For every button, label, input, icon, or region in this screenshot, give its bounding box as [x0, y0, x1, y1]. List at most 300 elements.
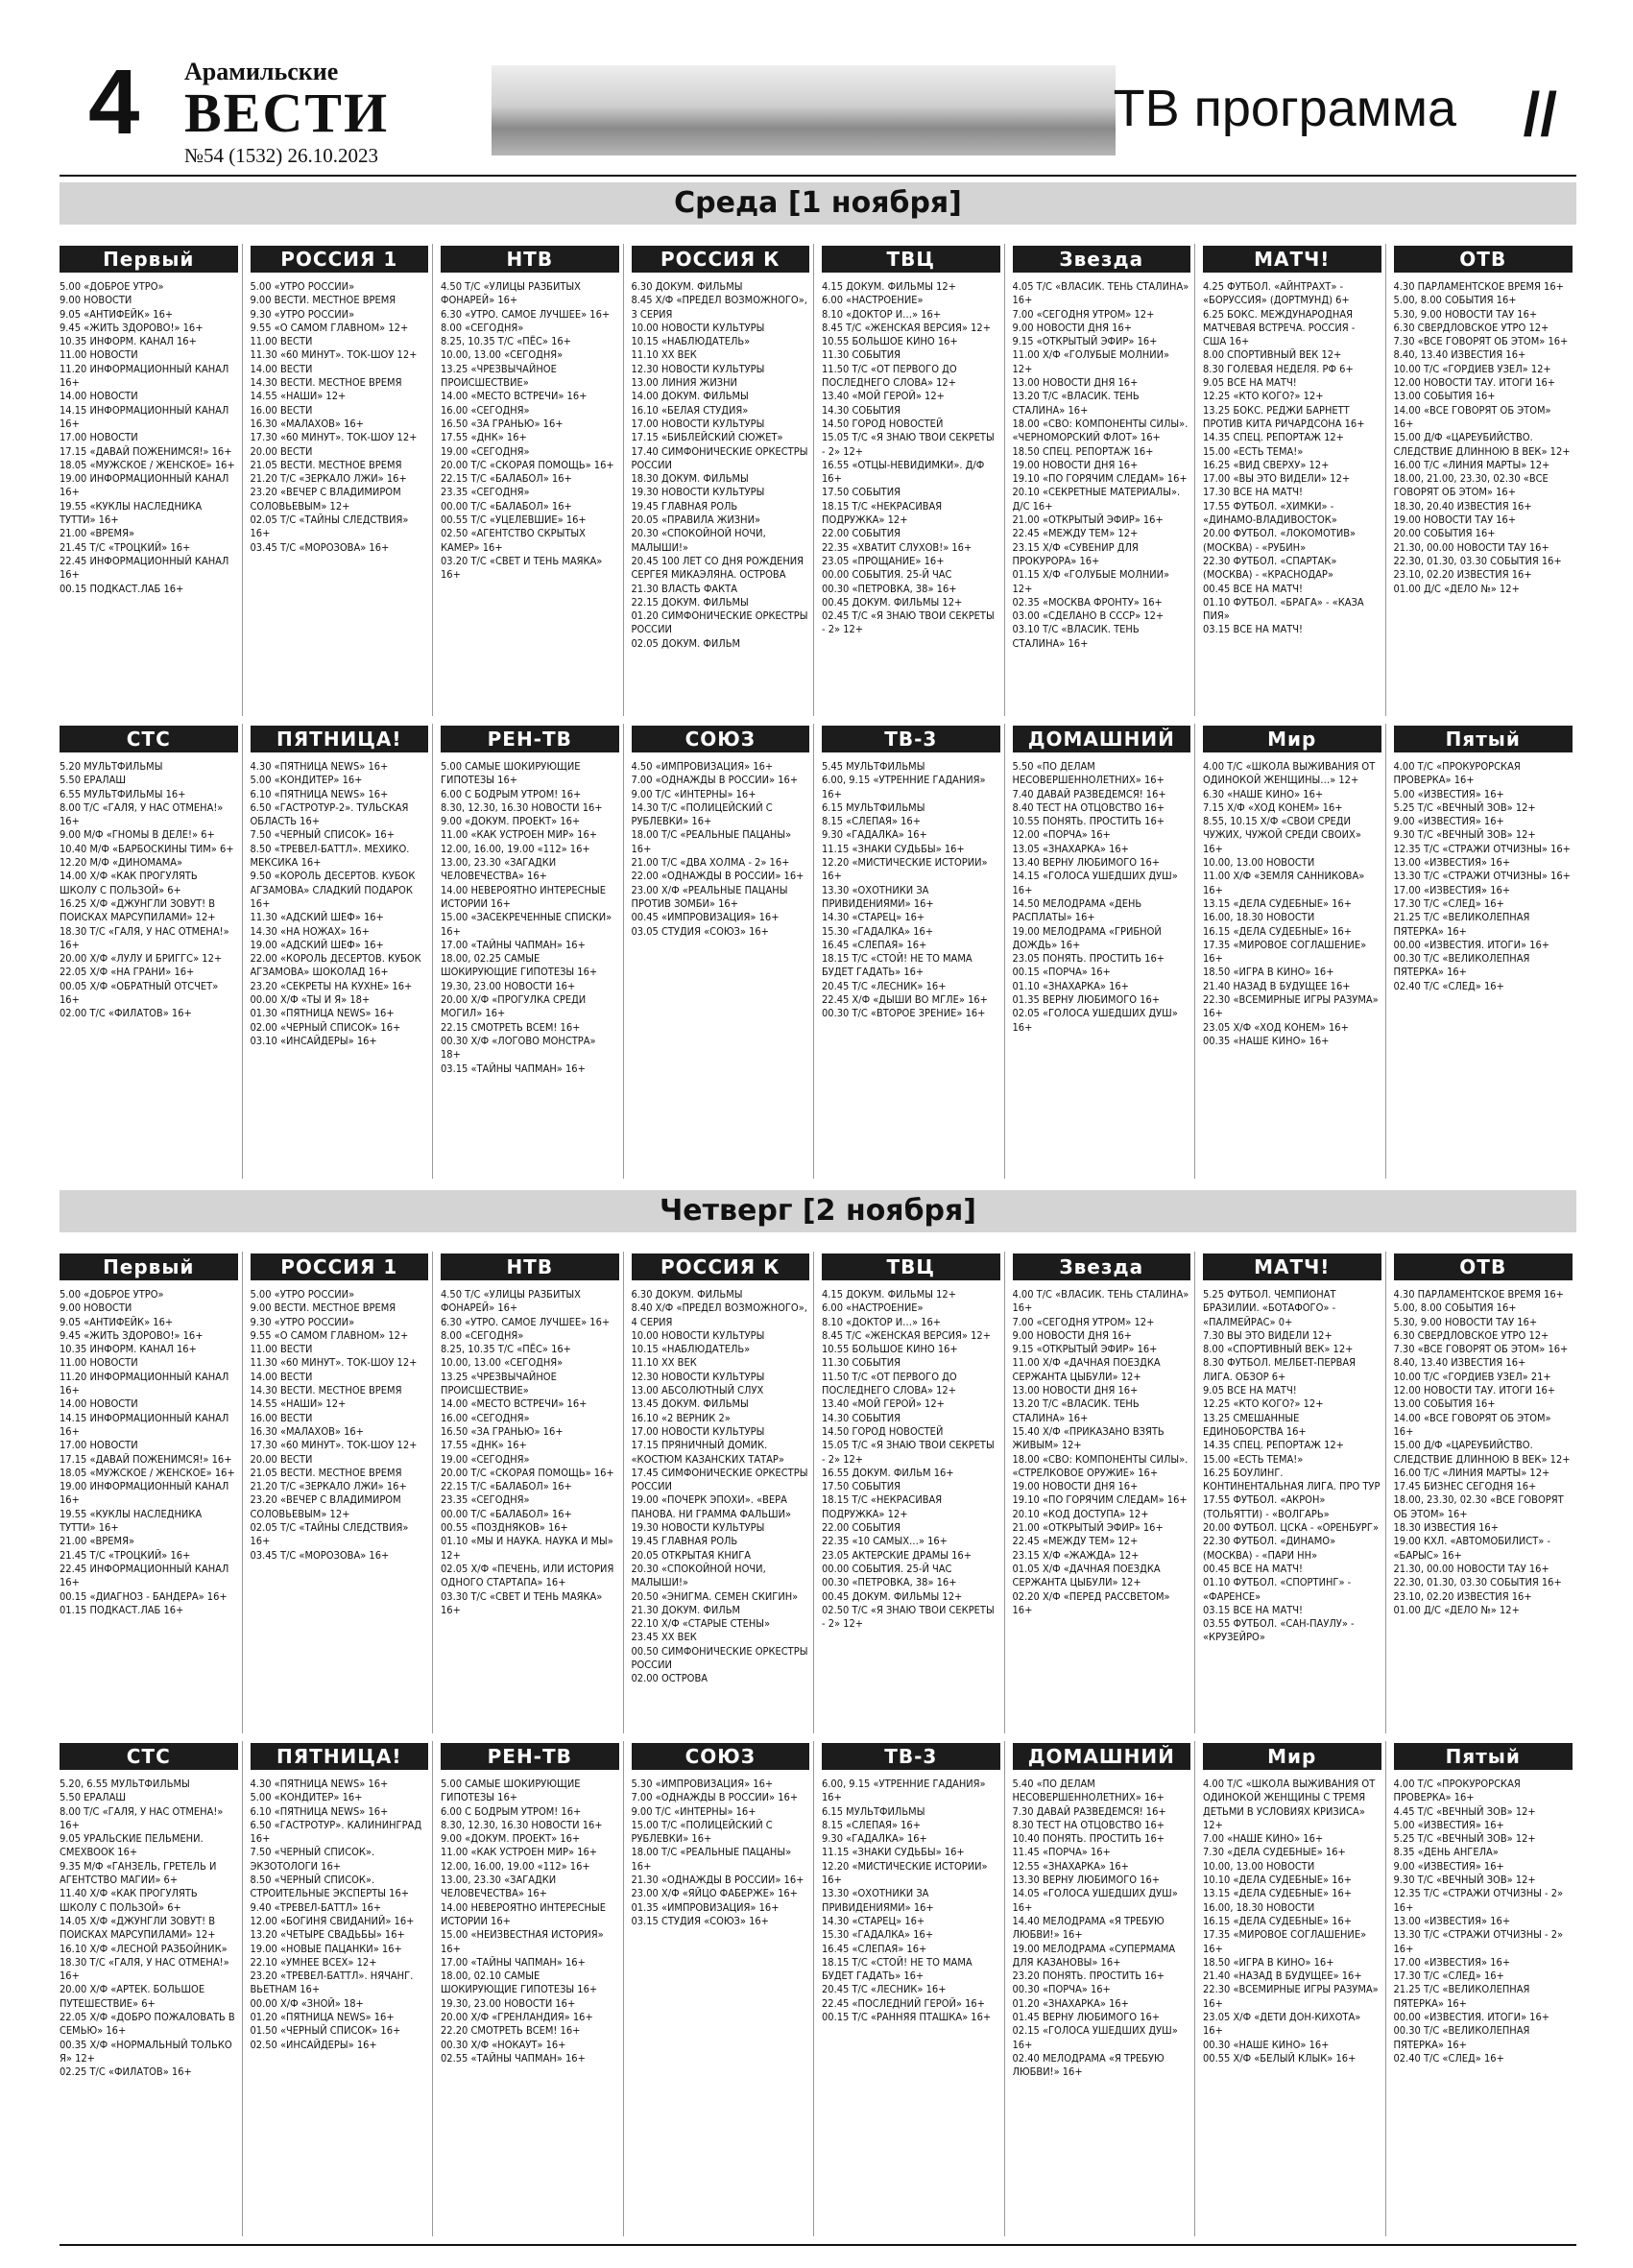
program-list [1013, 1778, 1191, 2080]
program-item: 17.00 «ТАЙНЫ ЧАПМАН» 16+ [441, 938, 586, 951]
program-item: 18.50 «ИГРА В КИНО» 16+ [1203, 966, 1334, 979]
program-item: 22.15 СМОТРЕТЬ ВСЕМ! 16+ [441, 1020, 581, 1034]
program-item: 02.05 Х/Ф «ПЕЧЕНЬ, ИЛИ ИСТОРИЯ ОДНОГО СТАРТАПА» 16+ [441, 1562, 614, 1589]
program-item: 22.30, 01.30, 03.30 СОБЫТИЯ 16+ [1393, 554, 1562, 567]
program-list [251, 1288, 429, 1563]
program-list [60, 760, 238, 1021]
program-item: 02.15 «ГОЛОСА УШЕДШИХ ДУШ» 16+ [1012, 2024, 1178, 2051]
program-item: 01.15 Х/Ф «ГОЛУБЫЕ МОЛНИИ» 12+ [1012, 568, 1170, 595]
channel-column [1013, 1741, 1196, 2236]
program-item: 9.45 «ЖИТЬ ЗДОРОВО!» 16+ [60, 321, 204, 334]
program-item: 9.40 «ТРЕВЕЛ-БАТТЛ» 16+ [250, 1900, 382, 1914]
program-item: 5.50 ЕРАЛАШ [60, 1791, 126, 1804]
program-item: 13.40 «МОЙ ГЕРОЙ» 12+ [822, 1397, 945, 1411]
program-item: 8.45 Х/Ф «ПРЕДЕЛ ВОЗМОЖНОГО», 3 СЕРИЯ [631, 294, 807, 321]
program-item: 12.30 НОВОСТИ КУЛЬТУРЫ [631, 362, 765, 375]
program-item: 21.00 «ВРЕМЯ» [60, 527, 134, 540]
program-item: 6.30 «УТРО. САМОЕ ЛУЧШЕЕ» 16+ [441, 1315, 611, 1328]
program-item: 23.10, 02.20 ИЗВЕСТИЯ 16+ [1393, 568, 1532, 582]
program-item: 02.50 Т/С «Я ЗНАЮ ТВОИ СЕКРЕТЫ - 2» 12+ [822, 1603, 995, 1631]
section-title: ТВ программа [1113, 80, 1456, 137]
program-item: 12.35 Т/С «СТРАЖИ ОТЧИЗНЫ» 16+ [1393, 842, 1571, 855]
program-item: 16.55 «ОТЦЫ-НЕВИДИМКИ». Д/Ф 16+ [822, 458, 985, 486]
channel-logo: Пятый [1394, 726, 1573, 752]
program-item: 13.05 «ЗНАХАРКА» 16+ [1012, 842, 1129, 855]
program-item: 6.00 «НАСТРОЕНИЕ» [822, 1301, 924, 1315]
program-item: 23.20 «СЕКРЕТЫ НА КУХНЕ» 16+ [250, 979, 413, 992]
program-item: 21.30, 00.00 НОВОСТИ ТАУ 16+ [1393, 1562, 1549, 1575]
channel-logo: МАТЧ! [1203, 1253, 1381, 1280]
program-item: 00.30 Т/С «ВЕЛИКОЛЕПНАЯ ПЯТЕРКА» 16+ [1393, 2024, 1530, 2051]
program-item: 23.20 «ТРЕВЕЛ-БАТТЛ». НЯЧАНГ. ВЬЕТНАМ 16+ [250, 1970, 414, 1996]
program-item: 02.40 Т/С «СЛЕД» 16+ [1393, 2051, 1504, 2065]
program-item: 12.00 НОВОСТИ ТАУ. ИТОГИ 16+ [1393, 1384, 1556, 1397]
program-item: 16.30 «МАЛАХОВ» 16+ [250, 417, 364, 430]
program-item: 22.35 «10 САМЫХ…» 16+ [822, 1535, 948, 1548]
program-item: 21.05 ВЕСТИ. МЕСТНОЕ ВРЕМЯ [250, 458, 402, 471]
program-item: 4.45 Т/С «ВЕЧНЫЙ ЗОВ» 12+ [1393, 1804, 1536, 1818]
program-item: 19.30, 23.00 НОВОСТИ 16+ [441, 1996, 576, 2010]
program-item: 14.30 ВЕСТИ. МЕСТНОЕ ВРЕМЯ [250, 376, 402, 390]
program-item: 12.20 «МИСТИЧЕСКИЕ ИСТОРИИ» 16+ [822, 856, 988, 883]
program-item: 13.00 СОБЫТИЯ 16+ [1393, 1397, 1496, 1411]
program-item: 5.00 «ДОБРОЕ УТРО» [60, 280, 164, 293]
program-item: 18.30 Т/С «ГАЛЯ, У НАС ОТМЕНА!» 16+ [60, 1955, 229, 1983]
program-item: 18.00 «СВО: КОМПОНЕНТЫ СИЛЫ». «СТРЕЛКОВОЕ ОРУЖИЕ» 16+ [1012, 1452, 1189, 1479]
program-item: 6.15 МУЛЬТФИЛЬМЫ [822, 1804, 925, 1818]
program-item: 19.30 НОВОСТИ КУЛЬТУРЫ [631, 486, 765, 499]
program-item: 8.40, 13.40 ИЗВЕСТИЯ 16+ [1393, 1356, 1526, 1370]
program-item: 6.30 ДОКУМ. ФИЛЬМЫ [631, 280, 743, 293]
program-item: 20.00 Т/С «СКОРАЯ ПОМОЩЬ» 16+ [441, 458, 614, 471]
program-item: 14.15 ИНФОРМАЦИОННЫЙ КАНАЛ 16+ [60, 1411, 229, 1438]
program-item: 14.30 Т/С «ПОЛИЦЕЙСКИЙ С РУБЛЕВКИ» 16+ [631, 800, 773, 828]
program-item: 03.15 ВСЕ НА МАТЧ! [1203, 623, 1304, 636]
program-item: 01.30 «ПЯТНИЦА NEWS» 16+ [250, 1007, 395, 1020]
program-item: 10.10 «ДЕЛА СУДЕБНЫЕ» 16+ [1203, 1874, 1353, 1887]
program-item: 14.30 «СТАРЕЦ» 16+ [822, 1914, 925, 1927]
channel-logo: ОТВ [1394, 246, 1573, 273]
program-item: 02.35 «МОСКВА ФРОНТУ» 16+ [1012, 595, 1163, 609]
program-list [251, 1778, 429, 2052]
program-item: 17.00 НОВОСТИ [60, 431, 138, 444]
program-item: 02.00 «ЧЕРНЫЙ СПИСОК» 16+ [250, 1020, 401, 1034]
program-item: 22.05 Х/Ф «ДОБРО ПОЖАЛОВАТЬ В СЕМЬЮ» 16+ [60, 2011, 235, 2038]
program-list [1394, 280, 1573, 596]
program-item: 23.35 «СЕГОДНЯ» [441, 486, 530, 499]
program-item: 9.15 «ОТКРЫТЫЙ ЭФИР» 16+ [1012, 1343, 1158, 1356]
program-item: 22.00 «КОРОЛЬ ДЕСЕРТОВ. КУБОК АГЗАМОВА» ШОКОЛАД 16+ [250, 952, 421, 979]
program-item: 18.00, 23.30, 02.30 «ВСЕ ГОВОРЯТ ОБ ЭТОМ» 16+ [1393, 1493, 1564, 1520]
program-item: 5.50 «ПО ДЕЛАМ НЕСОВЕРШЕННОЛЕТНИХ» 16+ [1012, 760, 1165, 787]
channel-column [60, 1741, 243, 2236]
program-item: 15.00 «ЕСТЬ ТЕМА!» [1203, 1452, 1304, 1466]
program-item: 12.35 Т/С «СТРАЖИ ОТЧИЗНЫ - 2» 16+ [1393, 1887, 1564, 1914]
program-item: 23.10, 02.20 ИЗВЕСТИЯ 16+ [1393, 1589, 1532, 1603]
program-item: 4.30 «ПЯТНИЦА NEWS» 16+ [250, 1778, 389, 1790]
program-item: 6.00 С БОДРЫМ УТРОМ! 16+ [441, 1804, 582, 1818]
program-item: 23.15 Х/Ф «ЖАЖДА» 12+ [1012, 1548, 1140, 1562]
program-item: 13.30 Т/С «СТРАЖИ ОТЧИЗНЫ» 16+ [1393, 870, 1571, 883]
program-item: 9.00 ВЕСТИ. МЕСТНОЕ ВРЕМЯ [250, 294, 396, 307]
program-item: 14.00 «ВСЕ ГОВОРЯТ ОБ ЭТОМ» 16+ [1393, 403, 1551, 430]
program-item: 16.10 Х/Ф «ЛЕСНОЙ РАЗБОЙНИК» [60, 1942, 228, 1955]
program-item: 21.20 Т/С «ЗЕРКАЛО ЛЖИ» 16+ [250, 472, 407, 486]
program-item: 15.30 «ГАДАЛКА» 16+ [822, 924, 934, 938]
program-list [632, 280, 810, 651]
program-list [441, 760, 619, 1076]
program-item: 00.05 Х/Ф «ОБРАТНЫЙ ОТСЧЕТ» 16+ [60, 979, 219, 1007]
program-item: 22.45 Х/Ф «ДЫШИ ВО МГЛЕ» 16+ [822, 993, 988, 1007]
program-item: 10.00 Т/С «ГОРДИЕВ УЗЕЛ» 21+ [1393, 1370, 1551, 1383]
program-item: 4.15 ДОКУМ. ФИЛЬМЫ 12+ [822, 1288, 957, 1301]
program-item: 11.00 ВЕСТИ [250, 1343, 313, 1356]
program-list [60, 1288, 238, 1617]
program-list [1203, 1288, 1381, 1645]
channel-grid-lower [60, 724, 1576, 1179]
program-item: 7.00 «СЕГОДНЯ УТРОМ» 12+ [1012, 307, 1155, 321]
program-item: 11.15 «ЗНАКИ СУДЬБЫ» 16+ [822, 842, 965, 855]
program-item: 01.00 Д/С «ДЕЛО №» 12+ [1393, 582, 1520, 595]
program-item: 00.35 Х/Ф «НОРМАЛЬНЫЙ ТОЛЬКО Я» 12+ [60, 2038, 232, 2065]
program-item: 22.00 «ОДНАЖДЫ В РОССИИ» 16+ [631, 870, 804, 883]
channel-column [1013, 244, 1196, 716]
program-item: 03.15 СТУДИЯ «СОЮЗ» 16+ [631, 1914, 769, 1927]
channel-logo: ТВ-3 [822, 1743, 1000, 1770]
program-item: 00.30 «ПЕТРОВКА, 38» 16+ [822, 1576, 957, 1589]
program-list [1203, 280, 1381, 637]
program-item: 10.00 НОВОСТИ КУЛЬТУРЫ [631, 321, 765, 334]
program-item: 00.30 «ПЕТРОВКА, 38» 16+ [822, 582, 957, 595]
program-item: 14.30 СОБЫТИЯ [822, 1411, 901, 1424]
program-list [60, 280, 238, 596]
program-item: 16.25 Х/Ф «ДЖУНГЛИ ЗОВУТ! В ПОИСКАХ МАРСУПИЛАМИ» 12+ [60, 896, 216, 924]
program-item: 17.45 СИМФОНИЧЕСКИЕ ОРКЕСТРЫ РОССИИ [631, 1466, 808, 1493]
program-item: 12.20 М/Ф «ДИНОМАМА» [60, 856, 183, 870]
program-item: 8.15 «СЛЕПАЯ» 16+ [822, 1818, 921, 1831]
program-item: 19.55 «КУКЛЫ НАСЛЕДНИКА ТУТТИ» 16+ [60, 1507, 203, 1535]
program-item: 13.30 «ОХОТНИКИ ЗА ПРИВИДЕНИЯМИ» 16+ [822, 1887, 934, 1914]
program-item: 13.15 «ДЕЛА СУДЕБНЫЕ» 16+ [1203, 896, 1353, 910]
program-item: 7.30 «ДЕЛА СУДЕБНЫЕ» 16+ [1203, 1846, 1346, 1859]
program-item: 21.05 ВЕСТИ. МЕСТНОЕ ВРЕМЯ [250, 1466, 402, 1479]
program-item: 16.00, 18.30 НОВОСТИ [1203, 911, 1315, 924]
program-item: 11.00 «КАК УСТРОЕН МИР» 16+ [441, 1846, 598, 1859]
program-item: 15.00 Д/Ф «ЦАРЕУБИЙСТВО. СЛЕДСТВИЕ ДЛИННОЮ В ВЕК» 12+ [1393, 1439, 1571, 1466]
program-item: 6.10 «ПЯТНИЦА NEWS» 16+ [250, 1804, 389, 1818]
program-item: 9.00 М/Ф «ГНОМЫ В ДЕЛЕ!» 6+ [60, 828, 215, 842]
program-list [822, 1288, 1000, 1631]
program-item: 5.00 «УТРО РОССИИ» [250, 1288, 355, 1301]
channel-column [822, 1741, 1005, 2236]
program-item: 11.30 «АДСКИЙ ШЕФ» 16+ [250, 911, 384, 924]
program-item: 22.45 ИНФОРМАЦИОННЫЙ КАНАЛ 16+ [60, 1562, 229, 1589]
program-item: 17.35 «МИРОВОЕ СОГЛАШЕНИЕ» 16+ [1203, 1928, 1367, 1955]
program-item: 14.00 НЕВЕРОЯТНО ИНТЕРЕСНЫЕ ИСТОРИИ 16+ [441, 1900, 606, 1927]
program-item: 22.45 «ПОСЛЕДНИЙ ГЕРОЙ» 16+ [822, 1996, 986, 2010]
program-list [632, 760, 810, 939]
program-list [1394, 1778, 1573, 2065]
program-item: 00.00 СОБЫТИЯ. 25-Й ЧАС [822, 568, 952, 582]
channel-logo: НТВ [441, 246, 619, 273]
program-item: 10.15 «НАБЛЮДАТЕЛЬ» [631, 1343, 751, 1356]
program-item: 21.45 Т/С «ТРОЦКИЙ» 16+ [60, 540, 191, 554]
program-item: 02.00 ОСТРОВА [631, 1672, 708, 1685]
program-item: 13.25 «ЧРЕЗВЫЧАЙНОЕ ПРОИСШЕСТВИЕ» [441, 1370, 557, 1397]
channel-logo: ДОМАШНИЙ [1013, 726, 1191, 752]
program-item: 20.00 Х/Ф «ПРОГУЛКА СРЕДИ МОГИЛ» 16+ [441, 993, 587, 1020]
footer-rule [60, 2244, 1576, 2246]
program-item: 13.30 Т/С «СТРАЖИ ОТЧИЗНЫ - 2» 16+ [1393, 1928, 1564, 1955]
program-item: 03.15 «ТАЙНЫ ЧАПМАН» 16+ [441, 1062, 586, 1075]
program-item: 17.00 «ИЗВЕСТИЯ» 16+ [1393, 1955, 1511, 1969]
program-item: 8.55, 10.15 Х/Ф «СВОИ СРЕДИ ЧУЖИХ, ЧУЖОЙ СРЕДИ СВОИХ» 16+ [1203, 815, 1361, 855]
program-item: 18.50 «ИГРА В КИНО» 16+ [1203, 1955, 1334, 1969]
program-item: 00.45 ДОКУМ. ФИЛЬМЫ 12+ [822, 1589, 963, 1603]
channel-logo: ДОМАШНИЙ [1013, 1743, 1191, 1770]
program-item: 17.15 «ДАВАЙ ПОЖЕНИМСЯ!» 16+ [60, 1452, 232, 1466]
program-item: 21.40 «НАЗАД В БУДУЩЕЕ» 16+ [1203, 1970, 1362, 1983]
program-item: 20.00 Х/Ф «АРТЕК. БОЛЬШОЕ ПУТЕШЕСТВИЕ» 6+ [60, 1983, 205, 2010]
program-item: 11.10 XX ВЕК [631, 348, 697, 362]
program-item: 6.00 «НАСТРОЕНИЕ» [822, 294, 924, 307]
program-item: 8.10 «ДОКТОР И…» 16+ [822, 1315, 942, 1328]
program-item: 9.00 Т/С «ИНТЕРНЫ» 16+ [631, 787, 756, 800]
program-item: 13.00 ЛИНИЯ ЖИЗНИ [631, 376, 737, 390]
program-item: 19.30 НОВОСТИ КУЛЬТУРЫ [631, 1521, 765, 1535]
program-item: 22.30, 01.30, 03.30 СОБЫТИЯ 16+ [1393, 1576, 1562, 1589]
program-item: 15.00 «ЕСТЬ ТЕМА!» [1203, 444, 1304, 458]
program-item: 12.25 «КТО КОГО?» 12+ [1203, 1397, 1324, 1411]
program-item: 12.00 «ПОРЧА» 16+ [1012, 828, 1111, 842]
program-item: 21.30 ДОКУМ. ФИЛЬМ [631, 1603, 741, 1616]
program-item: 22.15 Т/С «БАЛАБОЛ» 16+ [441, 1480, 572, 1493]
program-item: 14.05 «ГОЛОСА УШЕДШИХ ДУШ» 16+ [1012, 1887, 1178, 1914]
program-item: 7.15 Х/Ф «ХОД КОНЕМ» 16+ [1203, 800, 1343, 814]
channel-column [441, 244, 624, 716]
program-list [251, 280, 429, 555]
channel-logo: НТВ [441, 1253, 619, 1280]
program-item: 01.35 «ИМПРОВИЗАЦИЯ» 16+ [631, 1900, 780, 1914]
program-item: 9.05 «АНТИФЕЙК» 16+ [60, 1315, 174, 1328]
program-item: 01.20 СИМФОНИЧЕСКИЕ ОРКЕСТРЫ РОССИИ [631, 609, 808, 636]
program-item: 01.20 «ПЯТНИЦА NEWS» 16+ [250, 2011, 395, 2024]
program-item: 18.30 ДОКУМ. ФИЛЬМЫ [631, 472, 749, 486]
program-item: 01.35 ВЕРНУ ЛЮБИМОГО 16+ [1012, 993, 1161, 1007]
program-item: 8.30 ФУТБОЛ. МЕЛБЕТ-ПЕРВАЯ ЛИГА. ОБЗОР 6+ [1203, 1356, 1357, 1383]
program-item: 7.30 ВЫ ЭТО ВИДЕЛИ 12+ [1203, 1328, 1333, 1342]
program-item: 10.00, 13.00 «СЕГОДНЯ» [441, 1356, 564, 1370]
program-item: 16.00 «СЕГОДНЯ» [441, 1411, 530, 1424]
channel-logo: ОТВ [1394, 1253, 1573, 1280]
program-item: 13.40 «МОЙ ГЕРОЙ» 12+ [822, 390, 945, 403]
program-item: 00.00 Х/Ф «ТЫ И Я» 18+ [250, 993, 371, 1007]
program-item: 01.45 ВЕРНУ ЛЮБИМОГО 16+ [1012, 2011, 1161, 2024]
program-item: 16.00 Т/С «ЛИНИЯ МАРТЫ» 12+ [1393, 1466, 1550, 1479]
program-item: 20.00 ФУТБОЛ. «ЛОКОМОТИВ» (МОСКВА) - «РУБИН» [1203, 527, 1357, 554]
program-item: 14.00 НОВОСТИ [60, 390, 138, 403]
program-item: 8.00 Т/С «ГАЛЯ, У НАС ОТМЕНА!» 16+ [60, 1804, 224, 1831]
program-item: 23.05 Х/Ф «ДЕТИ ДОН-КИХОТА» 16+ [1203, 2011, 1361, 2038]
program-item: 22.30 ФУТБОЛ. «СПАРТАК» (МОСКВА) - «КРАСНОДАР» [1203, 554, 1337, 582]
program-item: 01.10 «МЫ И НАУКА. НАУКА И МЫ» 12+ [441, 1535, 613, 1562]
program-item: 13.00, 23.30 «ЗАГАДКИ ЧЕЛОВЕЧЕСТВА» 16+ [441, 1874, 557, 1900]
program-item: 17.40 СИМФОНИЧЕСКИЕ ОРКЕСТРЫ РОССИИ [631, 444, 808, 471]
program-item: 00.35 «НАШЕ КИНО» 16+ [1203, 1034, 1330, 1047]
program-item: 12.00, 16.00, 19.00 «112» 16+ [441, 842, 590, 855]
program-list [1013, 1288, 1191, 1617]
program-item: 17.00 «ИЗВЕСТИЯ» 16+ [1393, 883, 1511, 896]
program-item: 9.00 НОВОСТИ ДНЯ 16+ [1012, 1328, 1133, 1342]
program-item: 15.00 Д/Ф «ЦАРЕУБИЙСТВО. СЛЕДСТВИЕ ДЛИННОЮ В ВЕК» 12+ [1393, 431, 1571, 458]
channel-column [441, 724, 624, 1179]
program-item: 20.00 ВЕСТИ [250, 1452, 313, 1466]
program-item: 11.30 СОБЫТИЯ [822, 348, 901, 362]
program-item: 8.30, 12.30, 16.30 НОВОСТИ 16+ [441, 800, 603, 814]
program-item: 20.00 Х/Ф «ГРЕНЛАНДИЯ» 16+ [441, 2011, 593, 2024]
channel-logo: Первый [60, 246, 238, 273]
program-item: 03.20 Т/С «СВЕТ И ТЕНЬ МАЯКА» 16+ [441, 554, 603, 582]
program-item: 16.15 «ДЕЛА СУДЕБНЫЕ» 16+ [1203, 924, 1353, 938]
program-item: 23.15 Х/Ф «СУВЕНИР ДЛЯ ПРОКУРОРА» 16+ [1012, 540, 1139, 567]
program-item: 5.00 «ДОБРОЕ УТРО» [60, 1288, 164, 1301]
program-item: 5.50 ЕРАЛАШ [60, 774, 126, 787]
channel-column [441, 1741, 624, 2236]
program-item: 21.30 ВЛАСТЬ ФАКТА [631, 582, 737, 595]
double-slash-icon: // [1523, 80, 1557, 149]
program-item: 12.25 «КТО КОГО?» 12+ [1203, 390, 1324, 403]
program-item: 10.00 НОВОСТИ КУЛЬТУРЫ [631, 1328, 765, 1342]
program-list [60, 1778, 238, 2080]
program-item: 02.25 Т/С «ФИЛАТОВ» 16+ [60, 2065, 192, 2079]
program-item: 18.15 Т/С «СТОЙ! НЕ ТО МАМА БУДЕТ ГАДАТЬ» 16+ [822, 952, 973, 979]
program-item: 7.00 «ОДНАЖДЫ В РОССИИ» 16+ [631, 1791, 799, 1804]
program-item: 7.30 «ВСЕ ГОВОРЯТ ОБ ЭТОМ» 16+ [1393, 335, 1569, 348]
program-item: 00.30 Х/Ф «ЛОГОВО МОНСТРА» 18+ [441, 1034, 596, 1062]
program-item: 22.45 «МЕЖДУ ТЕМ» 12+ [1012, 527, 1139, 540]
program-item: 12.20 «МИСТИЧЕСКИЕ ИСТОРИИ» 16+ [822, 1859, 988, 1887]
program-item: 17.15 «БИБЛЕЙСКИЙ СЮЖЕТ» [631, 431, 783, 444]
program-item: 03.30 Т/С «СВЕТ И ТЕНЬ МАЯКА» 16+ [441, 1589, 603, 1616]
program-item: 00.30 «НАШЕ КИНО» 16+ [1203, 2038, 1330, 2051]
program-list [441, 1288, 619, 1617]
program-item: 9.55 «О САМОМ ГЛАВНОМ» 12+ [250, 321, 409, 334]
program-item: 00.15 «ДИАГНОЗ - БАНДЕРА» 16+ [60, 1589, 228, 1603]
program-item: 18.05 «МУЖСКОЕ / ЖЕНСКОЕ» 16+ [60, 458, 235, 471]
program-item: 16.30 «МАЛАХОВ» 16+ [250, 1424, 364, 1438]
program-item: 21.45 Т/С «ТРОЦКИЙ» 16+ [60, 1548, 191, 1562]
program-item: 21.25 Т/С «ВЕЛИКОЛЕПНАЯ ПЯТЕРКА» 16+ [1393, 911, 1530, 938]
program-item: 20.45 100 ЛЕТ СО ДНЯ РОЖДЕНИЯ СЕРГЕЯ МИКАЭЛЯНА. ОСТРОВА [631, 554, 804, 582]
program-item: 19.30, 23.00 НОВОСТИ 16+ [441, 979, 576, 992]
program-item: 10.55 БОЛЬШОЕ КИНО 16+ [822, 1343, 958, 1356]
program-item: 18.15 Т/С «НЕКРАСИВАЯ ПОДРУЖКА» 12+ [822, 499, 943, 527]
program-item: 12.30 НОВОСТИ КУЛЬТУРЫ [631, 1370, 765, 1383]
day-title: Среда [1 ноября] [60, 182, 1576, 225]
program-item: 00.50 СИМФОНИЧЕСКИЕ ОРКЕСТРЫ РОССИИ [631, 1644, 808, 1672]
program-item: 9.00 «ИЗВЕСТИЯ» 16+ [1393, 815, 1504, 828]
program-item: 19.00 НОВОСТИ ТАУ 16+ [1393, 513, 1517, 527]
program-item: 00.15 Т/С «РАННЯЯ ПТАШКА» 16+ [822, 2011, 992, 2024]
program-item: 21.30, 00.00 НОВОСТИ ТАУ 16+ [1393, 540, 1549, 554]
program-item: 21.25 Т/С «ВЕЛИКОЛЕПНАЯ ПЯТЕРКА» 16+ [1393, 1983, 1530, 2010]
program-item: 6.15 МУЛЬТФИЛЬМЫ [822, 800, 925, 814]
channel-logo: СОЮЗ [632, 726, 810, 752]
program-item: 4.15 ДОКУМ. ФИЛЬМЫ 12+ [822, 280, 957, 293]
channel-logo: Мир [1203, 1743, 1381, 1770]
program-item: 4.00 Т/С «ШКОЛА ВЫЖИВАНИЯ ОТ ОДИНОКОЙ ЖЕНЩИНЫ…» 12+ [1203, 760, 1376, 787]
channel-logo: ТВЦ [822, 246, 1000, 273]
program-item: 19.00 МЕЛОДРАМА «СУПЕРМАМА ДЛЯ КАЗАНОВЫ» 16+ [1012, 1942, 1176, 1969]
channel-column [60, 244, 243, 716]
channel-logo: Пятый [1394, 1743, 1573, 1770]
program-item: 00.45 ВСЕ НА МАТЧ! [1203, 1562, 1304, 1575]
program-item: 14.55 «НАШИ» 12+ [250, 390, 347, 403]
program-item: 11.50 Т/С «ОТ ПЕРВОГО ДО ПОСЛЕДНЕГО СЛОВА» 12+ [822, 1370, 957, 1397]
program-item: 23.05 «ПРОЩАНИЕ» 16+ [822, 554, 945, 567]
program-item: 16.50 «ЗА ГРАНЬЮ» 16+ [441, 1424, 564, 1438]
program-item: 01.20 «ЗНАХАРКА» 16+ [1012, 1996, 1129, 2010]
program-item: 9.05 «АНТИФЕЙК» 16+ [60, 307, 174, 321]
program-item: 14.50 МЕЛОДРАМА «ДЕНЬ РАСПЛАТЫ» 16+ [1012, 896, 1142, 924]
program-item: 00.15 ПОДКАСТ.ЛАБ 16+ [60, 582, 184, 595]
program-item: 14.55 «НАШИ» 12+ [250, 1397, 347, 1411]
program-item: 18.15 Т/С «СТОЙ! НЕ ТО МАМА БУДЕТ ГАДАТЬ» 16+ [822, 1955, 973, 1983]
program-item: 02.05 «ГОЛОСА УШЕДШИХ ДУШ» 16+ [1012, 1007, 1178, 1034]
program-item: 9.30 Т/С «ВЕЧНЫЙ ЗОВ» 12+ [1393, 1874, 1536, 1887]
program-item: 23.45 XX ВЕК [631, 1631, 697, 1644]
program-item: 01.05 Х/Ф «ДАЧНАЯ ПОЕЗДКА СЕРЖАНТА ЦЫБУЛИ» 12+ [1012, 1562, 1161, 1589]
program-item: 23.05 Х/Ф «ХОД КОНЕМ» 16+ [1203, 1020, 1349, 1034]
program-item: 8.50 «ЧЕРНЫЙ СПИСОК». СТРОИТЕЛЬНЫЕ ЭКСПЕРТЫ 16+ [250, 1874, 410, 1900]
program-item: 17.30 «60 МИНУТ». ТОК-ШОУ 12+ [250, 431, 418, 444]
program-item: 7.50 «ЧЕРНЫЙ СПИСОК». ЭКЗОТОЛОГИ 16+ [250, 1846, 375, 1873]
program-item: 4.00 Т/С «ПРОКУРОРСКАЯ ПРОВЕРКА» 16+ [1393, 760, 1521, 787]
program-item: 13.15 «ДЕЛА СУДЕБНЫЕ» 16+ [1203, 1887, 1353, 1900]
program-item: 5.00 «УТРО РОССИИ» [250, 280, 355, 293]
program-item: 13.40 ВЕРНУ ЛЮБИМОГО 16+ [1012, 856, 1161, 870]
program-item: 11.00 Х/Ф «ЗЕМЛЯ САННИКОВА» 16+ [1203, 870, 1365, 896]
header-banner-image [492, 65, 1116, 155]
program-item: 02.05 Т/С «ТАЙНЫ СЛЕДСТВИЯ» 16+ [250, 1521, 409, 1548]
channel-column [632, 244, 815, 716]
program-item: 9.00 «ДОКУМ. ПРОЕКТ» 16+ [441, 815, 581, 828]
program-item: 01.10 «ЗНАХАРКА» 16+ [1012, 979, 1129, 992]
program-item: 17.15 ПРЯНИЧНЫЙ ДОМИК. «КОСТЮМ КАЗАНСКИХ ТАТАР» [631, 1439, 784, 1466]
program-item: 02.55 «ТАЙНЫ ЧАПМАН» 16+ [441, 2051, 586, 2065]
channel-logo: Звезда [1013, 1253, 1191, 1280]
program-item: 19.45 ГЛАВНАЯ РОЛЬ [631, 499, 738, 513]
program-item: 11.00 Х/Ф «ДАЧНАЯ ПОЕЗДКА СЕРЖАНТА ЦЫБУЛИ» 12+ [1012, 1356, 1161, 1383]
program-item: 7.00 «ОДНАЖДЫ В РОССИИ» 16+ [631, 774, 799, 787]
program-item: 5.25 ФУТБОЛ. ЧЕМПИОНАТ БРАЗИЛИИ. «БОТАФОГО» - «ПАЛМЕЙРАС» 0+ [1203, 1288, 1336, 1328]
program-item: 10.35 ИНФОРМ. КАНАЛ 16+ [60, 335, 197, 348]
program-item: 13.25 СМЕШАННЫЕ ЕДИНОБОРСТВА 16+ [1203, 1411, 1307, 1438]
program-item: 9.30 «УТРО РОССИИ» [250, 1315, 355, 1328]
program-item: 9.05 ВСЕ НА МАТЧ! [1203, 1384, 1297, 1397]
program-item: 14.30 СОБЫТИЯ [822, 403, 901, 417]
program-item: 14.00 ВЕСТИ [250, 362, 313, 375]
program-item: 01.00 Д/С «ДЕЛО №» 12+ [1393, 1603, 1520, 1616]
program-item: 19.00 «АДСКИЙ ШЕФ» 16+ [250, 938, 384, 951]
program-item: 18.50 СПЕЦ. РЕПОРТАЖ 16+ [1012, 444, 1154, 458]
program-item: 20.00 Х/Ф «ЛУЛУ И БРИГГС» 12+ [60, 952, 223, 966]
program-item: 9.00 НОВОСТИ [60, 1301, 132, 1315]
program-item: 8.45 Т/С «ЖЕНСКАЯ ВЕРСИЯ» 12+ [822, 321, 992, 334]
program-item: 9.35 М/Ф «ГАНЗЕЛЬ, ГРЕТЕЛЬ И АГЕНТСТВО МАГИИ» 6+ [60, 1859, 217, 1887]
program-item: 8.45 Т/С «ЖЕНСКАЯ ВЕРСИЯ» 12+ [822, 1328, 992, 1342]
program-item: 4.25 ФУТБОЛ. «АЙНТРАХТ» - «БОРУССИЯ» (ДОРТМУНД) 6+ [1203, 280, 1350, 307]
